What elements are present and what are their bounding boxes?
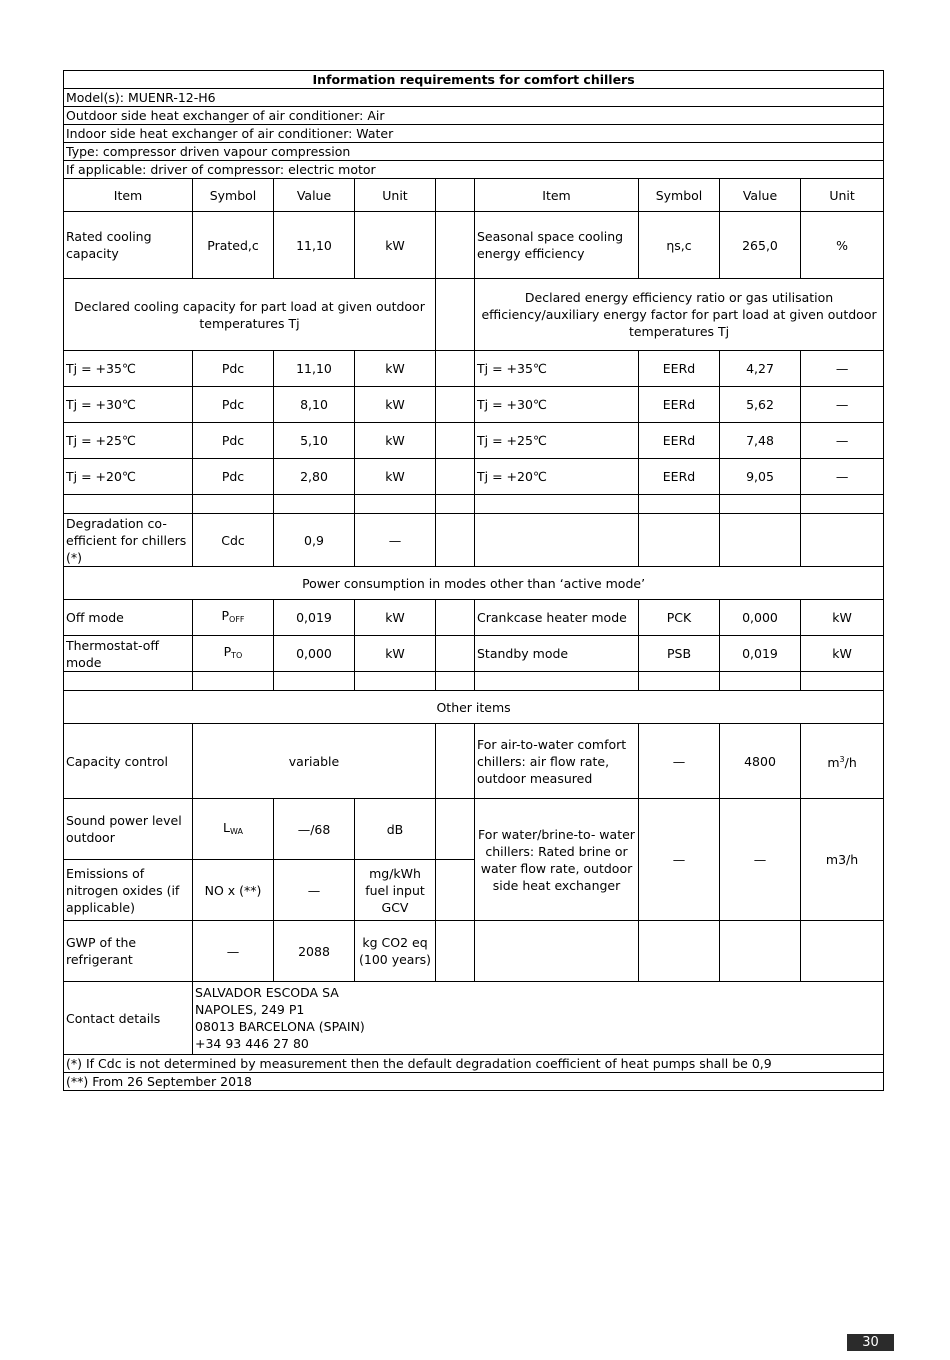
contact-row bbox=[64, 982, 884, 1055]
sound-label: Sound power level outdoor bbox=[64, 799, 193, 860]
tj-label: Tj = +35℃ bbox=[64, 351, 193, 387]
tj-unit-right: — bbox=[801, 387, 884, 423]
type-line: Type: compressor driven vapour compression bbox=[64, 143, 884, 161]
tj-label: Tj = +20℃ bbox=[64, 459, 193, 495]
tj-symbol-right: EERd bbox=[639, 351, 720, 387]
thermostat-off-unit: kW bbox=[355, 636, 436, 672]
crankcase-value: 0,000 bbox=[720, 600, 801, 636]
tj-label: Tj = +30℃ bbox=[64, 387, 193, 423]
sound-row bbox=[64, 799, 884, 860]
rated-cooling-symbol: Prated,c bbox=[193, 212, 274, 279]
rated-cooling-value: 11,10 bbox=[274, 212, 355, 279]
standby-unit: kW bbox=[801, 636, 884, 672]
tj-value: 5,10 bbox=[274, 423, 355, 459]
tj-symbol-right: EERd bbox=[639, 423, 720, 459]
air-flow-symbol: — bbox=[639, 724, 720, 799]
rated-row bbox=[64, 212, 884, 279]
tj-symbol-right: EERd bbox=[639, 387, 720, 423]
degradation-value: 0,9 bbox=[274, 514, 355, 567]
capacity-control-row bbox=[64, 724, 884, 799]
degradation-label: Degradation co-efficient for chillers (*) bbox=[64, 514, 193, 567]
spacer-cell bbox=[436, 636, 475, 672]
spacer-cell bbox=[436, 179, 475, 212]
page-number: 30 bbox=[847, 1334, 894, 1351]
capacity-control-label: Capacity control bbox=[64, 724, 193, 799]
nox-value: — bbox=[274, 860, 355, 921]
thermostat-off-value: 0,000 bbox=[274, 636, 355, 672]
off-mode-value: 0,019 bbox=[274, 600, 355, 636]
air-flow-unit: $m^3/h$ bbox=[801, 724, 884, 799]
crankcase-symbol: PCK bbox=[639, 600, 720, 636]
seasonal-efficiency-unit: % bbox=[801, 212, 884, 279]
sound-value: —/68 bbox=[274, 799, 355, 860]
tj-value: 8,10 bbox=[274, 387, 355, 423]
tj-label: Tj = +25℃ bbox=[64, 423, 193, 459]
tj-value-right: 7,48 bbox=[720, 423, 801, 459]
water-flow-unit: m3/h bbox=[801, 799, 884, 921]
driver-line: If applicable: driver of compressor: electric motor bbox=[64, 161, 884, 179]
contact-city: 08013 BARCELONA (SPAIN) bbox=[195, 1019, 365, 1034]
table-title: Information requirements for comfort chillers bbox=[64, 71, 884, 89]
spacer-cell bbox=[436, 212, 475, 279]
model-line: Model(s): MUENR-12-H6 bbox=[64, 89, 884, 107]
thermostat-off-label: Thermostat-off mode bbox=[64, 636, 193, 672]
gwp-value: 2088 bbox=[274, 921, 355, 982]
spacer-cell bbox=[436, 459, 475, 495]
declared-eer-heading: Declared energy efficiency ratio or gas utilisation efficiency/auxiliary energy factor for part load at given outdoor temperatures Tj bbox=[475, 279, 884, 351]
seasonal-efficiency-symbol: ηs,c bbox=[639, 212, 720, 279]
air-flow-value: 4800 bbox=[720, 724, 801, 799]
spacer-cell bbox=[436, 921, 475, 982]
power-consumption-heading: Power consumption in modes other than ‘active mode’ bbox=[64, 567, 884, 600]
water-flow-value: — bbox=[720, 799, 801, 921]
tj-row bbox=[64, 423, 884, 459]
empty-row bbox=[64, 495, 884, 514]
contact-phone: +34 93 446 27 80 bbox=[195, 1036, 309, 1051]
tj-unit: kW bbox=[355, 459, 436, 495]
crankcase-unit: kW bbox=[801, 600, 884, 636]
declared-row bbox=[64, 279, 884, 351]
header-unit-right: Unit bbox=[801, 179, 884, 212]
degradation-symbol: Cdc bbox=[193, 514, 274, 567]
tj-value-right: 5,62 bbox=[720, 387, 801, 423]
spacer-cell bbox=[436, 860, 475, 921]
other-items-heading: Other items bbox=[64, 691, 884, 724]
tj-row bbox=[64, 351, 884, 387]
tj-row bbox=[64, 387, 884, 423]
tj-symbol: Pdc bbox=[193, 387, 274, 423]
contact-label: Contact details bbox=[64, 982, 193, 1055]
declared-capacity-heading: Declared cooling capacity for part load at given outdoor temperatures Tj bbox=[64, 279, 436, 351]
tj-symbol-right: EERd bbox=[639, 459, 720, 495]
contact-company: SALVADOR ESCODA SA bbox=[195, 985, 339, 1000]
header-symbol-right: Symbol bbox=[639, 179, 720, 212]
air-flow-label: For air-to-water comfort chillers: air flow rate, outdoor measured bbox=[475, 724, 639, 799]
gwp-symbol: — bbox=[193, 921, 274, 982]
tj-value: 2,80 bbox=[274, 459, 355, 495]
contact-street: NAPOLES, 249 P1 bbox=[195, 1002, 305, 1017]
tj-symbol: Pdc bbox=[193, 459, 274, 495]
chiller-info-table bbox=[63, 70, 884, 1091]
spacer-cell bbox=[436, 423, 475, 459]
off-mode-unit: kW bbox=[355, 600, 436, 636]
rated-cooling-unit: kW bbox=[355, 212, 436, 279]
standby-value: 0,019 bbox=[720, 636, 801, 672]
spacer-cell bbox=[436, 279, 475, 351]
tj-unit-right: — bbox=[801, 459, 884, 495]
tj-unit: kW bbox=[355, 351, 436, 387]
header-item: Item bbox=[64, 179, 193, 212]
header-unit: Unit bbox=[355, 179, 436, 212]
tj-label-right: Tj = +25℃ bbox=[475, 423, 639, 459]
tj-value-right: 4,27 bbox=[720, 351, 801, 387]
spacer-cell bbox=[436, 387, 475, 423]
crankcase-label: Crankcase heater mode bbox=[475, 600, 639, 636]
contact-details bbox=[193, 982, 884, 1055]
nox-label: Emissions of nitrogen oxides (if applicable) bbox=[64, 860, 193, 921]
empty-row bbox=[64, 672, 884, 691]
spacer-cell bbox=[436, 724, 475, 799]
indoor-exchanger-line: Indoor side heat exchanger of air conditioner: Water bbox=[64, 125, 884, 143]
water-flow-label: For water/brine-to- water chillers: Rated brine or water flow rate, outdoor side heat exchanger bbox=[475, 799, 639, 921]
footnote-cdc: (*) If Cdc is not determined by measurement then the default degradation coefficient of heat pumps shall be 0,9 bbox=[64, 1055, 884, 1073]
capacity-control-value: variable bbox=[193, 724, 436, 799]
tj-unit-right: — bbox=[801, 351, 884, 387]
spacer-cell bbox=[436, 600, 475, 636]
thermostat-off-symbol: $P_{TO}$ bbox=[193, 636, 274, 672]
off-mode-label: Off mode bbox=[64, 600, 193, 636]
nox-unit: mg/kWh fuel input GCV bbox=[355, 860, 436, 921]
tj-value: 11,10 bbox=[274, 351, 355, 387]
spacer-cell bbox=[436, 351, 475, 387]
seasonal-efficiency-value: 265,0 bbox=[720, 212, 801, 279]
tj-unit-right: — bbox=[801, 423, 884, 459]
outdoor-exchanger-line: Outdoor side heat exchanger of air conditioner: Air bbox=[64, 107, 884, 125]
tj-value-right: 9,05 bbox=[720, 459, 801, 495]
tj-label-right: Tj = +35℃ bbox=[475, 351, 639, 387]
gwp-label: GWP of the refrigerant bbox=[64, 921, 193, 982]
degradation-unit: — bbox=[355, 514, 436, 567]
tj-unit: kW bbox=[355, 423, 436, 459]
header-value: Value bbox=[274, 179, 355, 212]
spacer-cell bbox=[436, 799, 475, 860]
header-symbol: Symbol bbox=[193, 179, 274, 212]
standby-label: Standby mode bbox=[475, 636, 639, 672]
tj-symbol: Pdc bbox=[193, 351, 274, 387]
footnote-date: (**) From 26 September 2018 bbox=[64, 1073, 884, 1091]
gwp-row bbox=[64, 921, 884, 982]
sound-symbol: $L_{WA}$ bbox=[193, 799, 274, 860]
gwp-unit: kg CO2 eq (100 years) bbox=[355, 921, 436, 982]
water-flow-symbol: — bbox=[639, 799, 720, 921]
off-mode-row bbox=[64, 600, 884, 636]
spacer-cell bbox=[436, 514, 475, 567]
sound-unit: dB bbox=[355, 799, 436, 860]
thermostat-off-row bbox=[64, 636, 884, 672]
standby-symbol: PSB bbox=[639, 636, 720, 672]
off-mode-symbol: $P_{OFF}$ bbox=[193, 600, 274, 636]
rated-cooling-label: Rated cooling capacity bbox=[64, 212, 193, 279]
degradation-row bbox=[64, 514, 884, 567]
seasonal-efficiency-label: Seasonal space cooling energy efficiency bbox=[475, 212, 639, 279]
column-header-row bbox=[64, 179, 884, 212]
header-item-right: Item bbox=[475, 179, 639, 212]
tj-row bbox=[64, 459, 884, 495]
tj-symbol: Pdc bbox=[193, 423, 274, 459]
header-value-right: Value bbox=[720, 179, 801, 212]
tj-label-right: Tj = +30℃ bbox=[475, 387, 639, 423]
nox-symbol: NO x (**) bbox=[193, 860, 274, 921]
tj-unit: kW bbox=[355, 387, 436, 423]
tj-label-right: Tj = +20℃ bbox=[475, 459, 639, 495]
